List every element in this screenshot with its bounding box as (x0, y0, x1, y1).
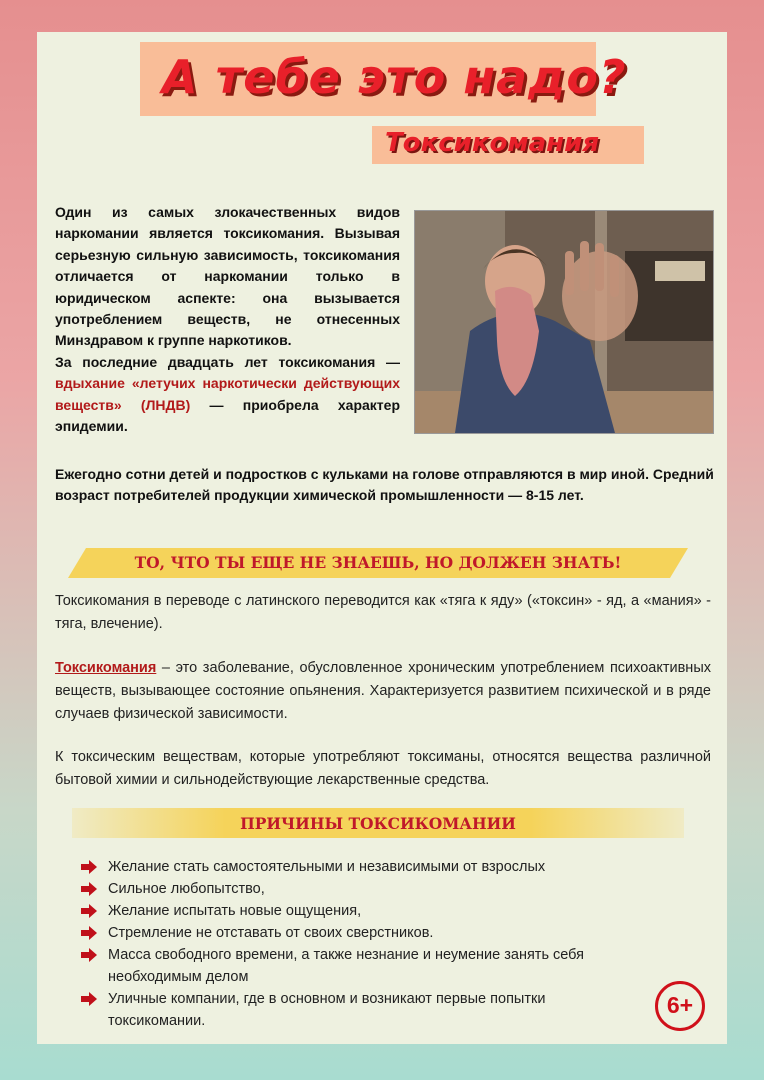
intro-p2-highlight: вдыхание «летучих наркотически действующих веществ» (ЛНДВ) (55, 375, 400, 413)
child-photo (414, 210, 714, 434)
page-title: А тебе это надо? (162, 50, 627, 104)
arrow-bullet-icon (80, 925, 98, 941)
list-item (80, 922, 640, 944)
intro-p2-start: За последние двадцать лет токсикомания — (55, 353, 400, 370)
term-paragraph (55, 657, 711, 726)
list-item-text: Желание стать самостоятельными и независимыми от взрослых (108, 859, 546, 875)
intro-text (55, 202, 400, 437)
arrow-bullet-icon (80, 859, 98, 875)
list-item (80, 856, 640, 878)
causes-list (80, 856, 640, 1032)
page-subtitle: Токсикомания (385, 128, 600, 158)
intro-paragraph-2 (55, 352, 400, 438)
list-item-text: Уличные компании, где в основном и возникают первые попытки токсикомании. (108, 991, 546, 1029)
intro-paragraph-3: Ежегодно сотни детей и подростков с кульками на голове отправляются в мир иной. Средний возраст потребителей продукции химической промышленности — 8-15 лет. (55, 466, 714, 504)
arrow-bullet-icon (80, 881, 98, 897)
age-rating-badge: 6+ (655, 981, 705, 1031)
term-toxicomania: Токсикомания (55, 660, 157, 676)
list-item-text: Желание испытать новые ощущения, (108, 903, 362, 919)
term-definition: – это заболевание, обусловленное хроническим употреблением психоактивных веществ, вызывающее состояние опьянения. Характеризуется развитием психической и в ряде случаев физической зависимости. (55, 660, 711, 722)
list-item (80, 900, 640, 922)
list-item-text: Масса свободного времени, а также незнание и неумение занять себя необходимым делом (108, 947, 585, 985)
list-item-text: Стремление не отставать от своих сверстников. (108, 925, 434, 941)
list-item (80, 988, 640, 1032)
arrow-bullet-icon (80, 991, 98, 1007)
intro-p2-end: — приобрела характер эпидемии. (55, 396, 400, 435)
section-heading-know: ТО, ЧТО ТЫ ЕЩЕ НЕ ЗНАЕШЬ, НО ДОЛЖЕН ЗНАТЬ! (134, 553, 622, 572)
list-item-text: Сильное любопытство, (108, 881, 265, 897)
list-item (80, 944, 640, 988)
section-heading-causes: ПРИЧИНЫ ТОКСИКОМАНИИ (240, 814, 516, 833)
definition-paragraph: Токсикомания в переводе с латинского переводится как «тяга к яду» («токсин» - яд, а «мания» - тяга, влечение). (55, 593, 711, 632)
arrow-bullet-icon (80, 903, 98, 919)
substances-paragraph: К токсическим веществам, которые употребляют токсиманы, относятся вещества различной бытовой химии и сильнодействующие лекарственные средства. (55, 749, 711, 788)
arrow-bullet-icon (80, 947, 98, 963)
list-item (80, 878, 640, 900)
intro-paragraph-1: Один из самых злокачественных видов наркомании является токсикомания. Вызывая серьезную сильную зависимость, токсикомания отличается от наркомании только в юридическом аспекте: она вызывается употреблением веществ, не отнесенных Минздравом к группе наркотиков. (55, 204, 400, 349)
